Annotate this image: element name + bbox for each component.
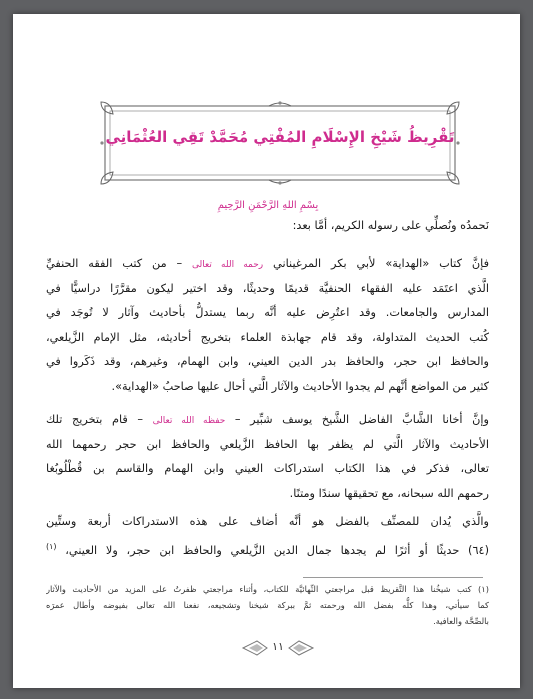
text-line: رحمهم الله سبحانه، مع تحقيقها سندًا ومتنًا. — [289, 486, 489, 500]
text-line: كثير من المواضع أنَّهم لم يجدوا الأحاديث والآثار الَّتي أحال عليها صاحبُ «الهداية». — [111, 379, 489, 393]
text-line: الأحاديث والآثار الَّتي لم يظفر بها الحافظ الزَّيلعي والحافظ ابن حجر رحمهما الله — [46, 437, 489, 451]
footnote-marker: (١) — [46, 541, 57, 551]
footnote — [46, 581, 489, 629]
text-line: والَّذي يُدان للمصنِّف بالفضل هو أنَّه أضاف على هذه الاستدراكات أربعة وستِّين — [46, 515, 489, 528]
footnote-line: بالصِّحَّة والعافية. — [433, 616, 489, 626]
page-number: ١١ — [272, 640, 284, 653]
text-line: كُتب الحديث المتداولة، وقد قام جهابذة العلماء بتخريج أحاديثه، مثل الإمام الزَّيلعي، — [46, 330, 489, 344]
title-frame — [99, 100, 461, 186]
text-line: (٦٤) حديثًا أو أثرًا لم يجدها جمال الدين الزَّيلعي والحافظ ابن حجر، ولا العيني، $^{(١)}$ — [46, 541, 489, 557]
paragraph-author — [46, 408, 489, 506]
paragraph-hidaya — [46, 252, 489, 399]
inline-note: رحمه الله تعالى — [192, 260, 264, 270]
paragraph-intro — [46, 214, 489, 239]
text-line: فإنَّ كتاب «الهداية» لأبي بكر المرغيناني رحمه الله تعالى – من كتب الفقه الحنفيِّ — [46, 257, 489, 270]
footnote-line: كما سيأتي، وهذا كلُّه بفضل الله ورحمته ثمَّ ببركة شيخنا وتشجيعه، نفعنا الله تعالى بفيوضه وأطال عمرَه — [46, 600, 489, 610]
text-line: الَّذي اعتَمَد عليه الفقهاء الحنفيَّة قديمًا وحديثًا، وقد اختير ليكون مقرَّرًا دراسيًّا في — [46, 281, 489, 295]
page-number-ornament — [241, 639, 315, 657]
text-line: والحافظ ابن حجر، والحافظ بدر الدين العيني، وابن الهمام، وغيرهم، وقد ذَكَروا في — [46, 355, 489, 368]
inline-note: حفظه الله تعالى — [152, 416, 226, 426]
footnote-number: (١) — [478, 584, 489, 594]
paragraph-additions — [46, 510, 489, 559]
text-line: تعالى، فذكر في هذا الكتاب استدراكات العيني وابن الهمام والقاسم بن قُطْلُوبُغا — [46, 462, 489, 475]
page-title: تَقْرِيظُ شَيْخِ الإِسْلَامِ المُفْتِي مُحَمَّدْ تَقِي العُثْمَانِي — [105, 128, 455, 146]
text-line: نَحمدُه ونُصلِّي على رسوله الكريم، أمَّا بعد: — [292, 219, 489, 232]
text-line: وإنَّ أخانا الشَّابَّ الفاضل الشَّيخ يوسف شبِّير – حفظه الله تعالى – قام بتخريج تلك — [46, 413, 489, 426]
footnote-divider — [303, 577, 483, 578]
footnote-line: (١) كتب شيخُنا هذا التَّقريظ قبل مراجعتي النِّهائيَّة للكتاب، وأثناء مراجعتي ظفرتُ على المزيد من الأحاديث والآثار — [46, 584, 489, 594]
book-page — [13, 14, 520, 688]
basmala: بِسْمِ اللهِ الرَّحْمَنِ الرَّحِيمِ — [217, 200, 319, 211]
text-line: المدارس والجامعات. وقد اعتُرِض عليه أنَّه ربما يستدلُّ بأحاديث وآثار لا تُوجَد في — [46, 306, 489, 319]
